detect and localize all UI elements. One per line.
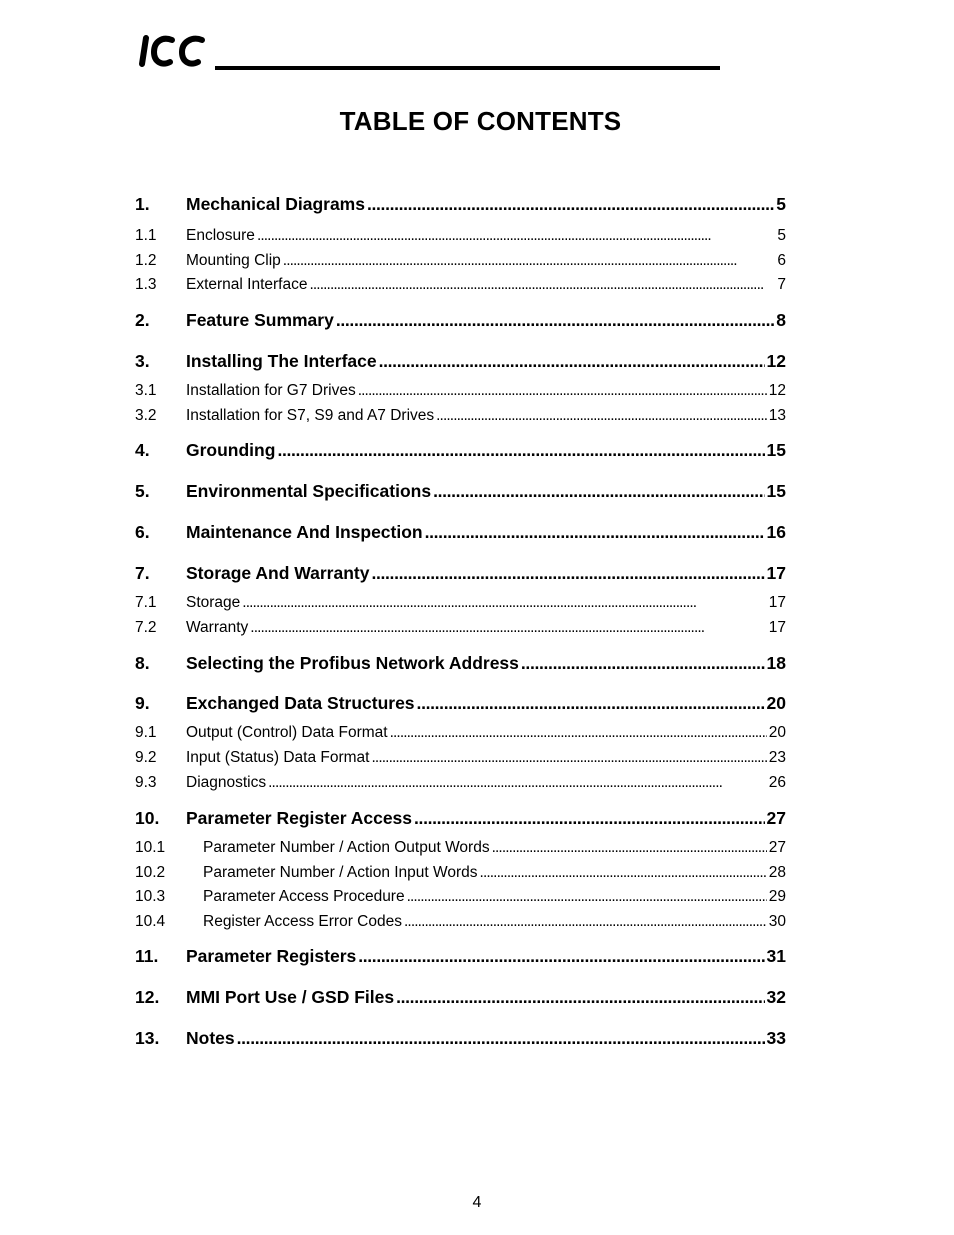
toc-entry-title: Enclosure (186, 227, 255, 244)
toc-subsection-entry[interactable] (135, 889, 786, 905)
toc-entry-title: Warranty (186, 619, 249, 636)
toc-entry-number: 10.1 (135, 839, 166, 856)
toc-entry-title: Mechanical Diagrams (186, 194, 365, 214)
toc-entry-page: 8 (776, 310, 786, 330)
toc-entry-page: 20 (766, 693, 786, 713)
toc-entry-title: Input (Status) Data Format (186, 749, 370, 766)
toc-subsection-entry[interactable] (135, 383, 786, 399)
toc-dot-leader (436, 408, 767, 424)
toc-entry-title: Parameter Number / Action Output Words (203, 839, 490, 856)
toc-entry-number: 11. (135, 946, 159, 966)
toc-entry-number: 12. (135, 987, 160, 1007)
toc-entry-title: Installation for S7, S9 and A7 Drives (186, 407, 435, 424)
toc-entry-title: Diagnostics (186, 774, 267, 791)
toc-entry-page: 7 (777, 276, 786, 293)
toc-entry-number: 6. (135, 522, 150, 542)
toc-section-entry[interactable] (135, 312, 786, 330)
toc-dot-leader (521, 655, 765, 673)
toc-entry-number: 9.2 (135, 749, 157, 766)
toc-dot-leader (379, 353, 765, 371)
toc-entry-title: Feature Summary (186, 310, 334, 330)
toc-entry-page: 33 (766, 1028, 786, 1048)
toc-dot-leader (242, 595, 766, 611)
toc-section-entry[interactable] (135, 524, 786, 542)
toc-dot-leader (358, 948, 764, 966)
page-number: 4 (472, 1194, 482, 1211)
toc-dot-leader (407, 889, 767, 905)
toc-entry-page: 26 (768, 774, 786, 791)
toc-entry-title: Parameter Registers (186, 946, 357, 966)
toc-dot-leader (433, 483, 764, 501)
toc-entry-number: 10. (135, 808, 160, 828)
toc-entry-title: Installation for G7 Drives (186, 382, 356, 399)
toc-entry-title: External Interface (186, 276, 308, 293)
toc-section-entry[interactable] (135, 196, 786, 214)
toc-entry-number: 13. (135, 1028, 160, 1048)
toc-entry-number: 8. (135, 653, 150, 673)
toc-section-entry[interactable] (135, 655, 786, 673)
toc-entry-number: 10.4 (135, 913, 166, 930)
toc-subsection-entry[interactable] (135, 253, 786, 269)
toc-subsection-entry[interactable] (135, 914, 786, 930)
toc-subsection-entry[interactable] (135, 408, 786, 424)
toc-entry-page: 23 (768, 749, 786, 766)
toc-entry-number: 9. (135, 693, 150, 713)
toc-entry-page: 6 (777, 252, 786, 269)
toc-dot-leader (417, 695, 765, 713)
toc-entry-page: 18 (766, 653, 786, 673)
toc-entry-number: 7.1 (135, 594, 157, 611)
toc-subsection-entry[interactable] (135, 620, 786, 636)
toc-entry-page: 15 (766, 440, 786, 460)
toc-dot-leader (277, 442, 764, 460)
toc-entry-page: 5 (776, 194, 786, 214)
toc-entry-number: 3.2 (135, 407, 157, 424)
toc-entry-number: 9.1 (135, 724, 157, 741)
toc-entry-title: Environmental Specifications (186, 481, 432, 501)
toc-entry-title: Selecting the Profibus Network Address (186, 653, 519, 673)
toc-entry-page: 29 (768, 888, 786, 905)
page-title: TABLE OF CONTENTS (339, 106, 622, 136)
toc-entry-title: MMI Port Use / GSD Files (186, 987, 395, 1007)
toc-dot-leader (372, 750, 767, 766)
toc-entry-title: Notes (186, 1028, 235, 1048)
toc-entry-title: Parameter Register Access (186, 808, 413, 828)
toc-entry-page: 17 (766, 563, 786, 583)
toc-section-entry[interactable] (135, 565, 786, 583)
toc-entry-number: 3. (135, 351, 150, 371)
toc-entry-number: 1. (135, 194, 150, 214)
toc-entry-page: 27 (768, 839, 786, 856)
page-header (138, 26, 720, 74)
toc-section-entry[interactable] (135, 948, 786, 966)
toc-entry-page: 15 (766, 481, 786, 501)
toc-subsection-entry[interactable] (135, 595, 786, 611)
header-rule (215, 66, 720, 70)
toc-entry-title: Maintenance And Inspection (186, 522, 423, 542)
toc-dot-leader (283, 253, 776, 269)
toc-entry-page: 30 (768, 913, 786, 930)
toc-dot-leader (480, 865, 767, 881)
toc-dot-leader (336, 312, 774, 330)
toc-section-entry[interactable] (135, 810, 786, 828)
toc-subsection-entry[interactable] (135, 725, 786, 741)
toc-section-entry[interactable] (135, 483, 786, 501)
toc-entry-title: Mounting Clip (186, 252, 281, 269)
toc-entry-title: Register Access Error Codes (203, 913, 402, 930)
toc-entry-number: 9.3 (135, 774, 157, 791)
toc-entry-page: 5 (777, 227, 786, 244)
toc-entry-page: 13 (768, 407, 786, 424)
toc-section-entry[interactable] (135, 695, 786, 713)
toc-entry-number: 10.2 (135, 864, 166, 881)
toc-entry-number: 7. (135, 563, 150, 583)
toc-subsection-entry[interactable] (135, 228, 786, 244)
toc-entry-title: Storage (186, 594, 241, 611)
toc-dot-leader (250, 620, 766, 636)
toc-entry-title: Grounding (186, 440, 276, 460)
toc-dot-leader (404, 914, 767, 930)
toc-entry-number: 7.2 (135, 619, 157, 636)
toc-entry-page: 17 (768, 594, 786, 611)
toc-entry-number: 5. (135, 481, 150, 501)
icc-logo (138, 30, 210, 70)
toc-section-entry[interactable] (135, 989, 786, 1007)
toc-entry-number: 10.3 (135, 888, 166, 905)
toc-dot-leader (257, 228, 775, 244)
toc-entry-number: 1.2 (135, 252, 157, 269)
toc-subsection-entry[interactable] (135, 865, 786, 881)
toc-entry-page: 16 (766, 522, 786, 542)
toc-dot-leader (237, 1030, 765, 1048)
toc-section-entry[interactable] (135, 442, 786, 460)
toc-entry-page: 32 (766, 987, 786, 1007)
toc-entry-title: Installing The Interface (186, 351, 377, 371)
toc-entry-title: Storage And Warranty (186, 563, 370, 583)
toc-dot-leader (390, 725, 767, 741)
toc-dot-leader (358, 383, 767, 399)
toc-entry-page: 20 (768, 724, 786, 741)
toc-entry-page: 31 (766, 946, 786, 966)
toc-entry-page: 12 (766, 351, 786, 371)
toc-entry-title: Output (Control) Data Format (186, 724, 388, 741)
toc-entry-title: Exchanged Data Structures (186, 693, 415, 713)
toc-entry-page: 12 (768, 382, 786, 399)
toc-subsection-entry[interactable] (135, 840, 786, 856)
toc-section-entry[interactable] (135, 353, 786, 371)
toc-dot-leader (367, 196, 774, 214)
toc-dot-leader (396, 989, 764, 1007)
toc-subsection-entry[interactable] (135, 775, 786, 791)
toc-entry-number: 2. (135, 310, 150, 330)
toc-subsection-entry[interactable] (135, 750, 786, 766)
toc-entry-page: 27 (766, 808, 786, 828)
toc-entry-title: Parameter Access Procedure (203, 888, 405, 905)
toc-dot-leader (309, 277, 775, 293)
toc-entry-page: 17 (768, 619, 786, 636)
toc-entry-page: 28 (768, 864, 786, 881)
toc-entry-number: 4. (135, 440, 150, 460)
toc-entry-number: 1.3 (135, 276, 157, 293)
toc-dot-leader (268, 775, 767, 791)
toc-dot-leader (371, 565, 764, 583)
toc-dot-leader (425, 524, 765, 542)
toc-dot-leader (492, 840, 767, 856)
toc-entry-number: 1.1 (135, 227, 157, 244)
toc-section-entry[interactable] (135, 1030, 786, 1048)
toc-entry-title: Parameter Number / Action Input Words (203, 864, 478, 881)
toc-subsection-entry[interactable] (135, 277, 786, 293)
toc-entry-number: 3.1 (135, 382, 157, 399)
toc-dot-leader (414, 810, 765, 828)
